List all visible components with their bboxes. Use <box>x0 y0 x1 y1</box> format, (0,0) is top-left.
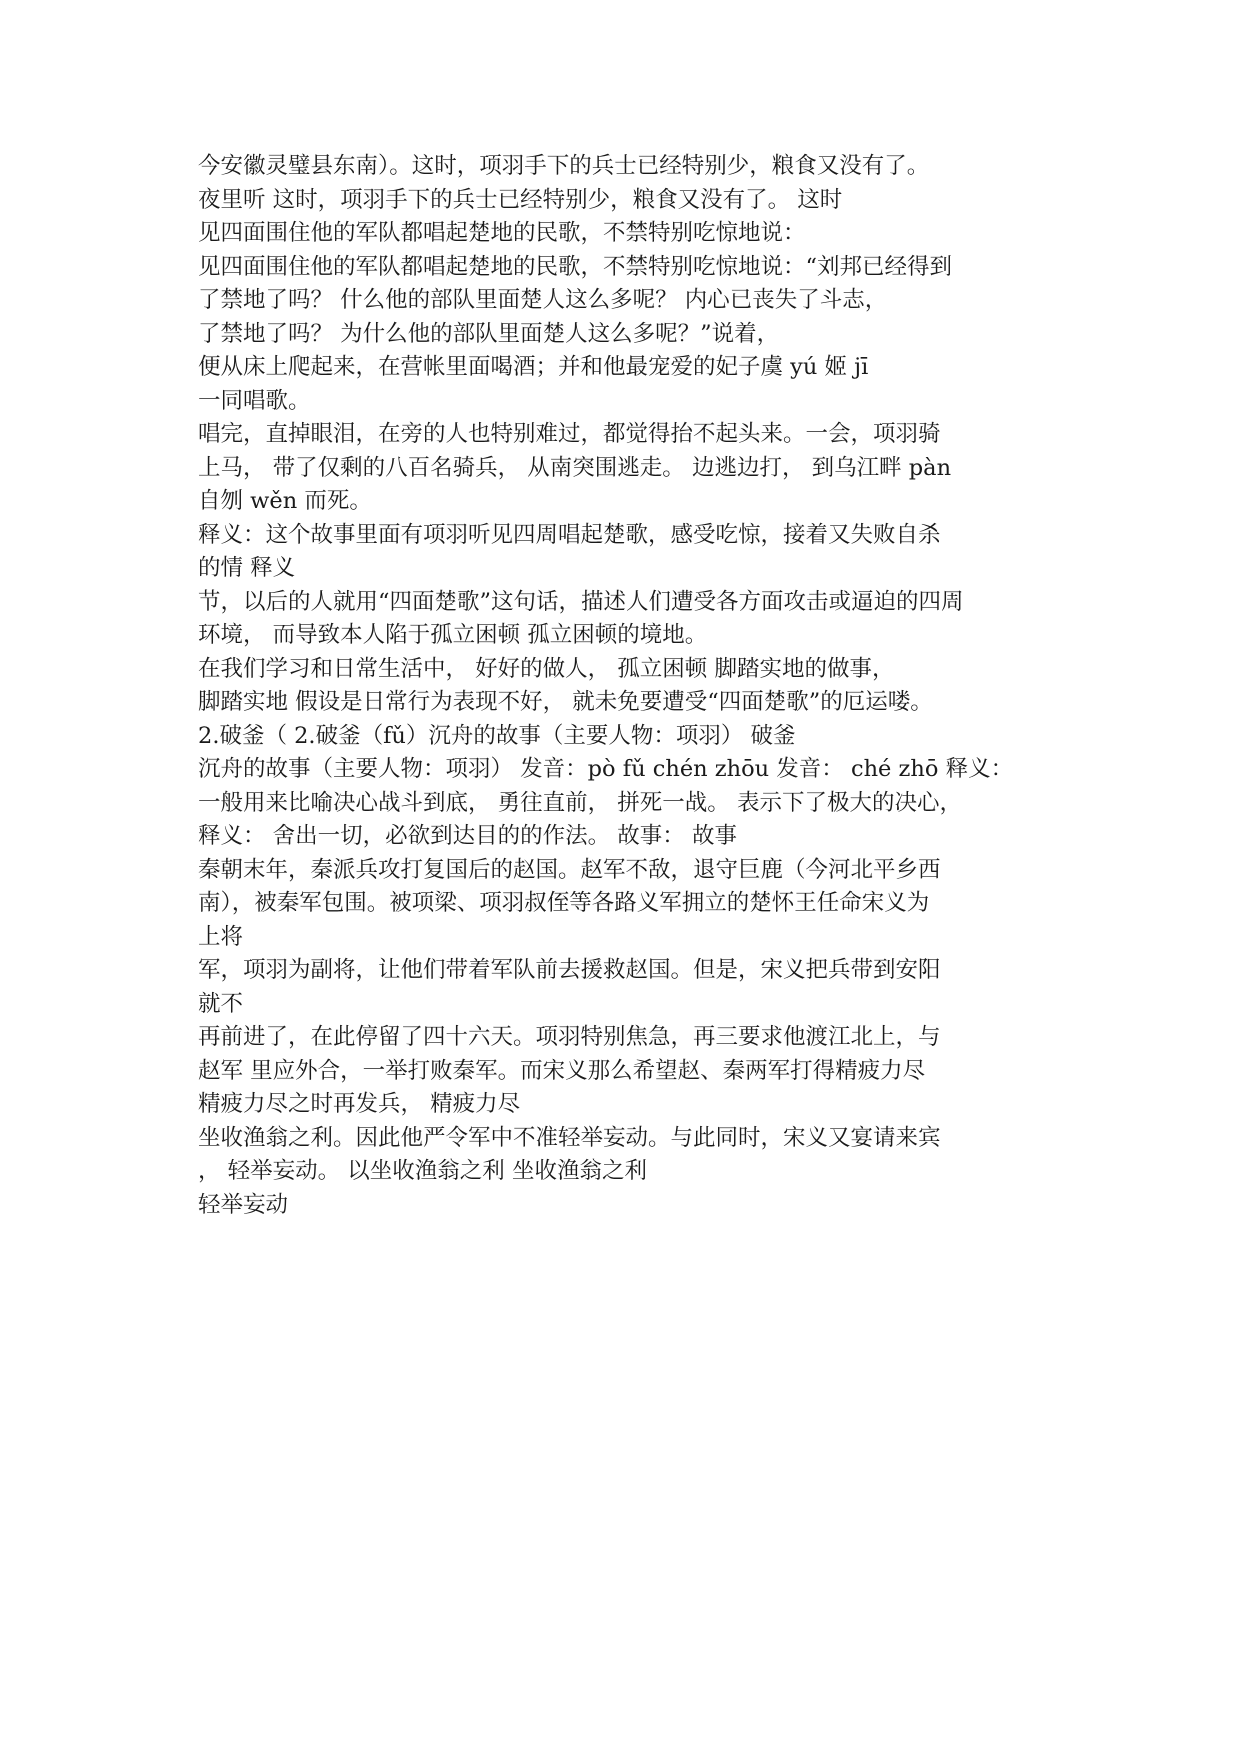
text-line: 再前进了，在此停留了四十六天。项羽特别焦急，再三要求他渡江北上，与 <box>198 1024 941 1050</box>
text-line: 的情 释义 <box>198 555 296 581</box>
text-line: 脚踏实地 假设是日常行为表现不好， 就未免要遭受“四面楚歌”的厄运喽。 <box>198 689 933 715</box>
text-line: 一同唱歌。 <box>198 387 311 414</box>
text-line: 南），被秦军包围。被项梁、项羽叔侄等各路义军拥立的楚怀王任命宋义为 <box>198 890 930 916</box>
text-line: 军，项羽为副将，让他们带着军队前去援救赵国。但是，宋义把兵带到安阳 <box>198 957 941 983</box>
text-line: 环境， 而导致本人陷于孤立困顿 孤立困顿的境地。 <box>198 622 708 648</box>
text-line: 坐收渔翁之利。因此他严令军中不准轻举妄动。与此同时，宋义又宴请来宾 <box>198 1124 941 1151</box>
text-line: 秦朝末年，秦派兵攻打复国后的赵国。赵军不敌，退守巨鹿（今河北平乡西 <box>198 856 941 883</box>
text-line: 自刎 wěn 而死。 <box>198 488 372 514</box>
text-line: 在我们学习和日常生活中， 好好的做人， 孤立困顿 脚踏实地的做事， <box>198 655 895 682</box>
text-line: 赵军 里应外合，一举打败秦军。而宋义那么希望赵、秦两军打得精疲力尽 <box>198 1057 926 1084</box>
text-line: 轻举妄动 <box>198 1191 289 1218</box>
text-line: 见四面围住他的军队都唱起楚地的民歌，不禁特别吃惊地说： <box>198 220 806 246</box>
text-line: 就不 <box>198 990 244 1017</box>
text-line: 了禁地了吗？ 什么他的部队里面楚人这么多呢？ 内心已丧失了斗志， <box>198 287 888 313</box>
text-line: 今安徽灵璧县东南）。这时，项羽手下的兵士已经特别少，粮食又没有了。 <box>198 153 930 179</box>
text-line: 见四面围住他的军队都唱起楚地的民歌，不禁特别吃惊地说：“刘邦已经得到 <box>198 253 953 280</box>
text-line: 便从床上爬起来，在营帐里面喝酒；并和他最宠爱的妃子虞 yú 姬 jī <box>198 354 869 380</box>
text-line: 上将 <box>198 923 244 950</box>
text-line: 夜里听 这时，项羽手下的兵士已经特别少，粮食又没有了。 这时 <box>198 186 843 213</box>
text-line: 释义：这个故事里面有项羽听见四周唱起楚歌，感受吃惊，接着又失败自杀 <box>198 521 941 548</box>
text-line: 了禁地了吗？ 为什么他的部队里面楚人这么多呢？”说着， <box>198 320 780 347</box>
text-line: 释义： 舍出一切，必欲到达目的的作法。 故事： 故事 <box>198 823 737 849</box>
text-line: 沉舟的故事（主要人物：项羽） 发音：pò fǔ chén zhōu 发音： ché zhō 释义： <box>198 756 1014 782</box>
text-line: 精疲力尽之时再发兵， 精疲力尽 <box>198 1091 521 1117</box>
text-line: 上马， 带了仅剩的八百名骑兵， 从南突围逃走。 边逃边打， 到乌江畔 pàn <box>198 454 952 481</box>
text-line: 节，以后的人就用“四面楚歌”这句话，描述人们遭受各方面攻击或逼迫的四周 <box>198 588 964 615</box>
text-line: 2.破釜（ 2.破釜（fǔ）沉舟的故事（主要人物：项羽） 破釜 <box>198 722 796 749</box>
text-line: 唱完，直掉眼泪，在旁的人也特别难过，都觉得抬不起头来。一会，项羽骑 <box>198 421 941 447</box>
body-text <box>198 150 1078 1222</box>
text-line: ， 轻举妄动。 以坐收渔翁之利 坐收渔翁之利 <box>198 1158 647 1184</box>
text-line: 一般用来比喻决心战斗到底， 勇往直前， 拼死一战。 表示下了极大的决心， <box>198 789 962 816</box>
